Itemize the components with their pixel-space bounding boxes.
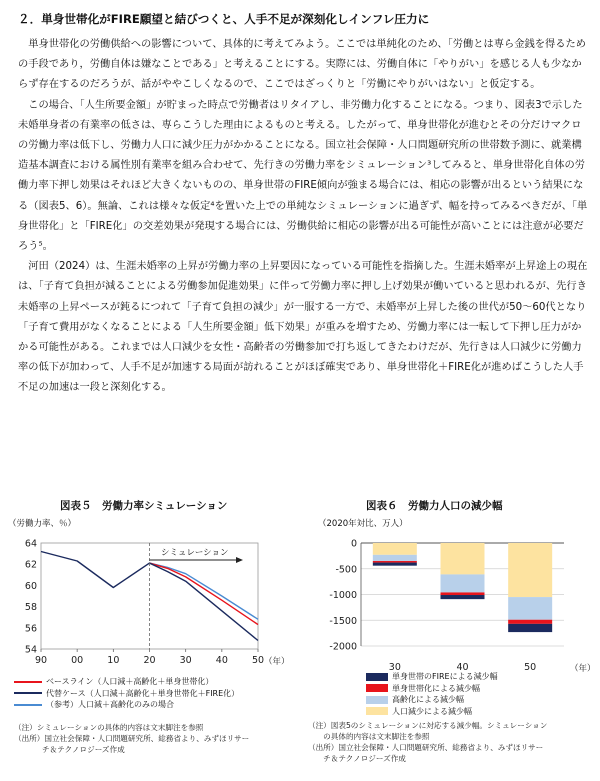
y-tick-label: 54 [24, 644, 37, 656]
fig5-legend-item-alternative [14, 688, 239, 700]
legend-swatch-lightblue-icon [366, 696, 388, 704]
fig6-chart [300, 514, 600, 674]
x-tick-label: 00 [71, 655, 84, 666]
legend-swatch-yellow-icon [366, 707, 388, 715]
note-line: の具体的内容は文末脚注を参照 [308, 732, 430, 741]
y-tick-label: 64 [24, 538, 37, 550]
x-tick-label: 40 [456, 662, 469, 673]
x-tick-label: 30 [179, 655, 192, 666]
x-tick-label: 20 [143, 655, 156, 666]
fig5-legend-item-baseline [14, 676, 239, 688]
bar-aging [508, 597, 552, 620]
bar-fire [441, 595, 485, 599]
note-line: チ＆テクノロジーズ作成 [308, 754, 406, 763]
simulation-annotation: シミュレーション [161, 548, 229, 558]
x-tick-label: 40 [215, 655, 228, 666]
bar-aging [373, 555, 417, 561]
note-line: （出所）国立社会保障・人口問題研究所、総務省より、みずほリサー [14, 734, 250, 743]
y-tick-label: 56 [24, 623, 37, 635]
legend-swatch-red-icon [366, 684, 388, 692]
legend-line-blue-icon [14, 704, 42, 706]
legend-swatch-navy-icon [366, 673, 388, 681]
y-tick-label: -1500 [329, 615, 357, 627]
legend-label: 単身世帯化による減少幅 [392, 683, 480, 693]
bar-population [441, 543, 485, 574]
y-tick-label: -500 [335, 564, 357, 576]
simulation-arrow-head-icon [236, 557, 243, 563]
legend-line-navy-icon [14, 692, 42, 694]
bar-fire [373, 563, 417, 566]
paragraph-1: 単身世帯化の労働供給への影響について、具体的に考えてみよう。ここでは単純化のため、「労働とは専ら金銭を得るための手段であり，労働自体は嫌なことである」と考えることにする。実際には、労働自体に「やりがい」を感じる人も少なからず存在するのだろうが、話がややこしくなるので、ここではざっくりと「労働にやりがいはない」と仮定する。 [18, 38, 587, 91]
fig6-legend-item-fire [366, 671, 498, 683]
reference-line [150, 563, 259, 619]
note-line: （注）シミュレーションの具体的内容は文末脚注を参照 [14, 723, 204, 732]
legend-line-red-icon [14, 681, 42, 683]
note-line: （出所）国立社会保障・人口問題研究所、総務省より、みずほリサー [308, 743, 544, 752]
x-tick-label: 50 [524, 662, 537, 673]
fig6-unit: （2020年対比、万人） [318, 519, 408, 529]
note-line: チ＆テクノロジーズ作成 [42, 745, 125, 754]
fig6-notes [308, 720, 547, 764]
x-tick-label: 50 [251, 655, 265, 666]
bar-fire [508, 624, 552, 632]
note-line: （注）図表5のシミュレーションに対応する減少幅。シミュレーション [308, 721, 548, 730]
y-tick-label: -1000 [329, 590, 357, 601]
x-tick-label: 30 [388, 662, 401, 673]
fig6-title: 図表６ 労働力人口の減少幅 [366, 500, 503, 512]
bar-single [373, 561, 417, 563]
paragraph-2: この場合、「人生所要金額」が貯まった時点で労働者はリタイアし、非労働力化することになる。つまり、図表3で示した未婚単身者の有業率の低さは、専らこうした理由によるものと考える。したがって、単身世帯化が進むとその分だけマクロの労働力率は低下し、労働力人口に減少圧力がかかることになる。国立社会保障・人口問題研究所の世帯数予測に、就業構造基本調査における属性別有業率を組み合わせて、先行きの労働力率をシミュレーション³してみると、単身世帯化自体の労働力率下押し効果はそれほど大きくないものの、単身世帯のFIRE傾向が強まる場合には、相応の影響が出るという結果になる（図表5、6）。無論、これは様々な仮定⁴を置いた上での単純なシミュレーションに過ぎず、幅を持ってみるべきだが、「単身世帯化」と「FIRE化」の交差効果が発現する場合には、労働供給に相応の影響が出る可能性が高いことには注意が必要だろう⁵。 [18, 98, 588, 253]
fig6-legend-item-single [366, 683, 498, 695]
y-tick-label: 62 [24, 559, 37, 571]
paragraph-3: 河田（2024）は、生涯未婚率の上昇が労働力率の上昇要因になっている可能性を指摘した。生涯未婚率が上昇途上の現在は、「子育て負担が減ることによる労働参加促進効果」に伴って労働力率に押し上げ効果が働いていると思われるが、先行き未婚率の上昇ペースが鈍るにつれて「子育て負担の減少」が一服する一方で、未婚率が上昇した後の世代が50〜60代となり「子育て費用がなくなることによる「人生所要金額」低下効果」が重みを増すため、労働力率には一転して下押し圧力がかかる可能性がある。これまでは人口減少を女性・高齢者の労働参加で打ち返してきたわけだが、先行きは人口減少に労働力率の低下が加わって、人手不足が加速する局面が訪れることがほぼ確実であり、単身世帯化＋FIRE化が進めばこうした人手不足の加速は一段と深刻化する。 [18, 260, 588, 394]
section-heading: ２．単身世帯化がFIRE願望と結びつくと、人手不足が深刻化しインフレ圧力に [18, 12, 430, 26]
fig5-legend [14, 676, 239, 711]
bar-single [441, 592, 485, 595]
bar-population [373, 543, 417, 555]
fig5-notes [14, 722, 249, 755]
legend-label: 代替ケース（人口減＋高齢化＋単身世帯化＋FIRE化） [46, 688, 240, 698]
fig6-legend [366, 671, 498, 717]
fig5-chart [0, 514, 300, 674]
legend-label: ベースライン（人口減＋高齢化＋単身世帯化） [46, 677, 214, 687]
y-tick-label: 58 [24, 602, 37, 614]
legend-label: 単身世帯のFIREによる減少幅 [392, 672, 498, 682]
fig5-legend-item-reference [14, 699, 239, 711]
fig5-unit: （労働力率、％） [8, 519, 77, 529]
legend-label: 人口減少による減少幅 [392, 706, 472, 716]
fig6-legend-item-aging [366, 694, 498, 706]
legend-label: 高齢化による減少幅 [392, 695, 464, 705]
y-tick-label: -2000 [329, 641, 357, 653]
fig5-title: 図表５ 労働力率シミュレーション [60, 500, 228, 512]
legend-label: （参考）人口減＋高齢化のみの場合 [46, 700, 174, 710]
fig6-legend-item-population [366, 706, 498, 718]
y-tick-label: 0 [350, 538, 357, 550]
y-tick-label: 60 [24, 580, 37, 592]
bar-aging [441, 574, 485, 592]
x-axis-suffix: （年） [570, 664, 596, 674]
bar-single [508, 620, 552, 624]
x-axis-suffix: （年） [264, 657, 290, 667]
article-body [18, 34, 590, 398]
baseline-line [150, 563, 259, 625]
x-tick-label: 10 [107, 655, 120, 666]
bar-population [508, 543, 552, 597]
x-tick-label: 90 [34, 655, 48, 666]
